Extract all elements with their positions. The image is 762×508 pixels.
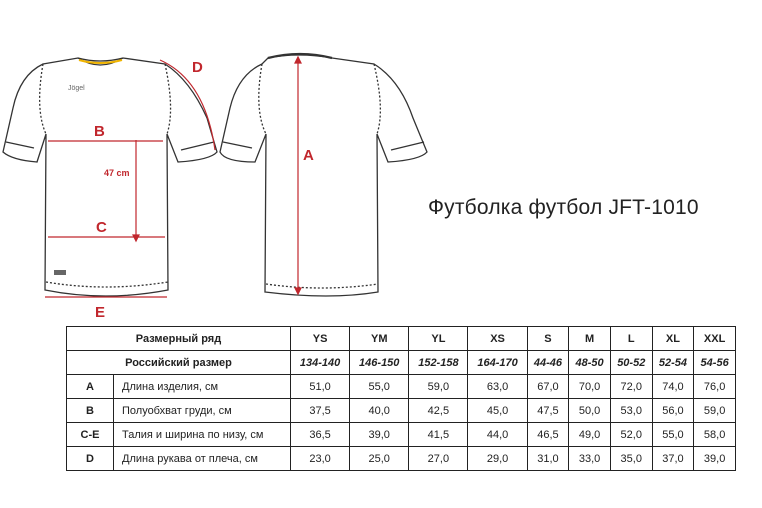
russian-size-cell: 44-46 (527, 351, 569, 375)
value-cell: 56,0 (652, 399, 694, 423)
size-cell: XS (468, 327, 527, 351)
value-cell: 59,0 (409, 375, 468, 399)
size-table (66, 326, 736, 471)
measure-lines (45, 57, 301, 297)
label-c: C (96, 219, 107, 236)
russian-size-cell: 146-150 (350, 351, 409, 375)
value-cell: 23,0 (291, 447, 350, 471)
value-cell: 58,0 (694, 423, 736, 447)
value-cell: 29,0 (468, 447, 527, 471)
measure-row-a (67, 375, 736, 399)
measure-description: Длина рукава от плеча, см (114, 447, 291, 471)
value-cell: 31,0 (527, 447, 569, 471)
value-cell: 42,5 (409, 399, 468, 423)
measure-row-ce (67, 423, 736, 447)
russian-size-cell: 164-170 (468, 351, 527, 375)
measure-row-b (67, 399, 736, 423)
size-cell: M (569, 327, 611, 351)
value-cell: 70,0 (569, 375, 611, 399)
value-cell: 74,0 (652, 375, 694, 399)
value-cell: 35,0 (610, 447, 652, 471)
russian-size-cell: 152-158 (409, 351, 468, 375)
size-cell: YL (409, 327, 468, 351)
value-cell: 63,0 (468, 375, 527, 399)
value-cell: 37,5 (291, 399, 350, 423)
value-cell: 40,0 (350, 399, 409, 423)
value-cell: 27,0 (409, 447, 468, 471)
value-cell: 50,0 (569, 399, 611, 423)
value-cell: 45,0 (468, 399, 527, 423)
value-cell: 46,5 (527, 423, 569, 447)
value-cell: 47,5 (527, 399, 569, 423)
measure-description: Длина изделия, см (114, 375, 291, 399)
size-cell: L (610, 327, 652, 351)
product-title: Футболка футбол JFT-1010 (428, 196, 699, 219)
bottom-tag (54, 270, 66, 275)
value-cell: 41,5 (409, 423, 468, 447)
value-cell: 39,0 (350, 423, 409, 447)
value-cell: 44,0 (468, 423, 527, 447)
measure-letter: C-E (67, 423, 114, 447)
measure-description: Талия и ширина по низу, см (114, 423, 291, 447)
size-cell: XXL (694, 327, 736, 351)
size-cell: XL (652, 327, 694, 351)
value-cell: 55,0 (350, 375, 409, 399)
label-e: E (95, 304, 106, 320)
label-a: A (303, 147, 314, 164)
label-d: D (192, 59, 203, 76)
value-cell: 39,0 (694, 447, 736, 471)
size-cell: YM (350, 327, 409, 351)
measure-letter: D (67, 447, 114, 471)
size-header-row (67, 327, 736, 351)
value-cell: 53,0 (610, 399, 652, 423)
measure-row-d (67, 447, 736, 471)
russian-size-row (67, 351, 736, 375)
russian-size-cell: 48-50 (569, 351, 611, 375)
value-cell: 51,0 (291, 375, 350, 399)
russian-size-cell: 52-54 (652, 351, 694, 375)
value-cell: 49,0 (569, 423, 611, 447)
value-cell: 36,5 (291, 423, 350, 447)
value-cell: 25,0 (350, 447, 409, 471)
value-cell: 52,0 (610, 423, 652, 447)
value-cell: 59,0 (694, 399, 736, 423)
size-cell: YS (291, 327, 350, 351)
size-cell: S (527, 327, 569, 351)
measure-letter: A (67, 375, 114, 399)
value-cell: 55,0 (652, 423, 694, 447)
russian-size-label: Российский размер (67, 351, 291, 375)
brand-logo: Jögel (68, 85, 85, 92)
value-cell: 72,0 (610, 375, 652, 399)
value-cell: 37,0 (652, 447, 694, 471)
russian-size-cell: 50-52 (610, 351, 652, 375)
measure-description: Полуобхват груди, см (114, 399, 291, 423)
label-b: B (94, 123, 105, 140)
value-cell: 76,0 (694, 375, 736, 399)
back-shirt (220, 54, 427, 296)
russian-size-cell: 134-140 (291, 351, 350, 375)
measure-47cm: 47 cm (104, 168, 130, 178)
value-cell: 67,0 (527, 375, 569, 399)
value-cell: 33,0 (569, 447, 611, 471)
measure-letter: B (67, 399, 114, 423)
size-row-label: Размерный ряд (67, 327, 291, 351)
russian-size-cell: 54-56 (694, 351, 736, 375)
